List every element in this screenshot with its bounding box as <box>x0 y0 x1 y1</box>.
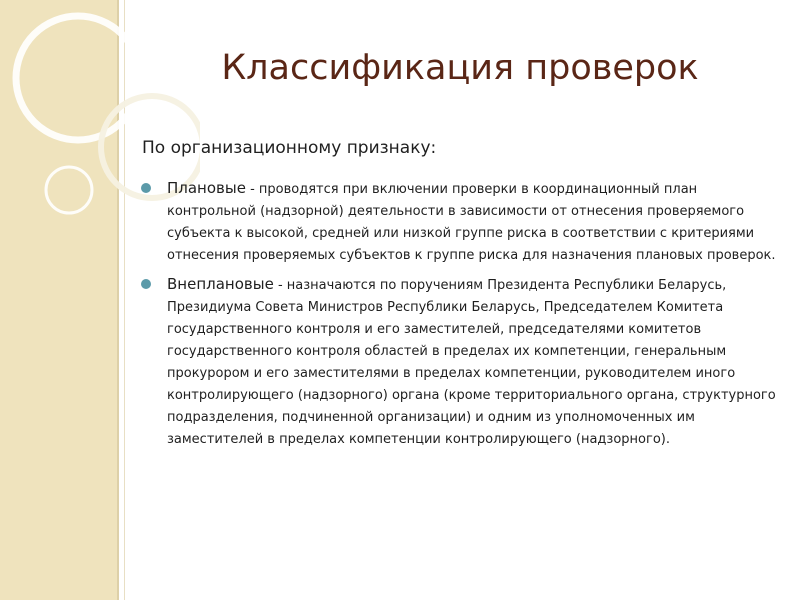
bullet-text: - назначаются по поручениям Президента Республики Беларусь, Президиума Совета Министров Республики Беларусь, Председателем Комитета государственного контроля и его заместителей, председателями комитетов государственного контроля областей в пределах их компетенции, генеральным прокурором и его заместителями в пределах компетенции, руководителем иного контролирующего (надзорного) органа (кроме территориального органа, структурного подразделения, подчиненной организации) и одним из уполномоченных им заместителей в пределах компетенции контролирующего (надзорного). <box>167 278 776 447</box>
bullet-term: Плановые <box>167 179 246 197</box>
bullet-text: - проводятся при включении проверки в координационный план контрольной (надзорной) деятельности в зависимости от отнесения проверяемого субъекта к высокой, средней или низкой группе риска в соответствии с критериями отнесения проверяемых субъектов к группе риска для назначения плановых проверок. <box>167 182 776 263</box>
decor-circle-large <box>16 16 140 140</box>
bullet-dot-icon <box>141 279 151 289</box>
bullet-term: Внеплановые <box>167 275 274 293</box>
page-title: Классификация проверок <box>221 48 699 88</box>
bullet-item-planned <box>140 177 780 267</box>
subtitle: По организационному признаку: <box>142 138 437 158</box>
decor-circle-small <box>46 167 92 213</box>
bullet-dot-icon <box>141 183 151 193</box>
bullet-item-unplanned <box>140 273 780 451</box>
bullet-list <box>140 177 780 457</box>
